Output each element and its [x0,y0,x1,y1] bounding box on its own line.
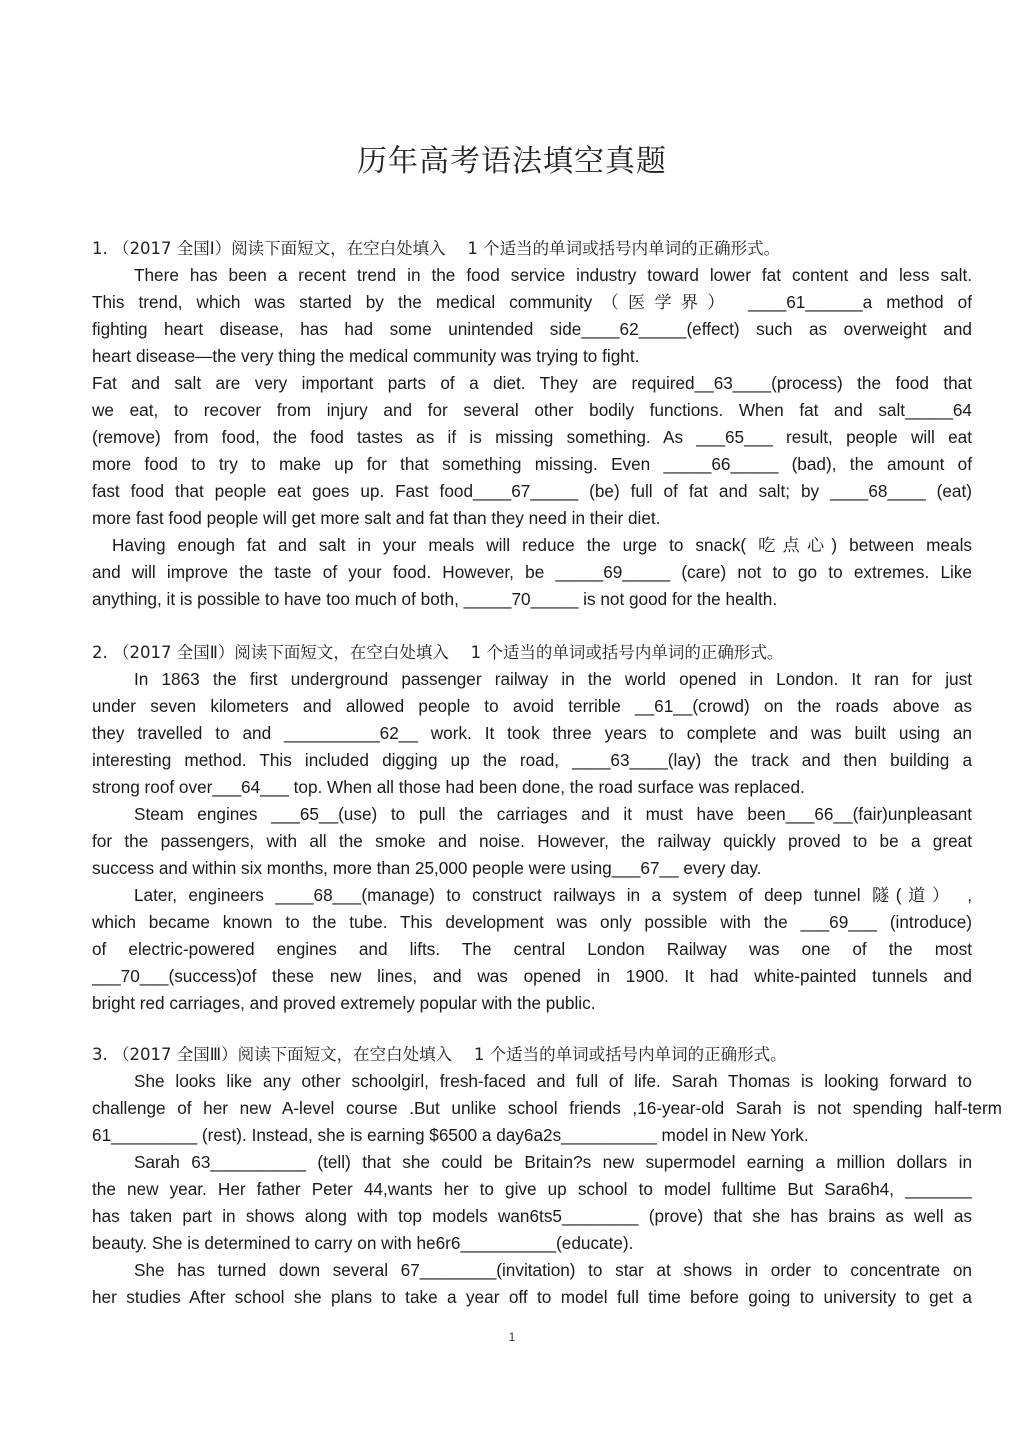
text-line: strong roof over___64___ top. When all those had been done, the road surface was replaced. [92,777,805,797]
text-line: 61_________ (rest). Instead, she is earning $6500 a day6a2s__________ model in New York. [92,1125,809,1145]
text-line: Later, engineers ____68___(manage) to construct railways in a system of deep tunnel 隧(道） , [134,885,972,905]
text-line: She has turned down several 67________(invitation) to star at shows in order to concentrate on [134,1260,972,1280]
text-line: Having enough fat and salt in your meals will reduce the urge to snack( 吃点心) between meals [112,535,972,555]
text-line: under seven kilometers and allowed people to avoid terrible __61__(crowd) on the roads above as [92,696,972,716]
text-line: fighting heart disease, has had some unintended side____62_____(effect) such as overweight and [92,319,972,339]
text-line: success and within six months, more than 25,000 people were using___67__ every day. [92,858,762,878]
text-line: more food to try to make up for that something missing. Even _____66_____ (bad), the amount of [92,454,972,474]
text-line: ___70___(success)of these new lines, and was opened in 1900. It had white-painted tunnels and [92,966,972,986]
section-2 [92,639,972,1017]
text-line: There has been a recent trend in the food service industry toward lower fat content and less salt. [134,265,972,285]
text-line: they travelled to and __________62__ work. It took three years to complete and was built using an [92,723,972,743]
text-line: more fast food people will get more salt and fat than they need in their diet. [92,508,661,528]
section-heading: 2. （2017 全国Ⅱ）阅读下面短文，在空白处填入 1 个适当的单词或括号内单词的正确形式。 [92,643,784,662]
text-line: beauty. She is determined to carry on with he6r6__________(educate). [92,1233,634,1253]
text-line: the new year. Her father Peter 44,wants her to give up school to model fulltime But Sara6h4, _______ [92,1179,972,1199]
text-line: She looks like any other schoolgirl, fresh-faced and full of life. Sarah Thomas is looking forward to [134,1071,972,1091]
text-line: anything, it is possible to have too much of both, _____70_____ is not good for the health. [92,589,778,609]
section-1 [92,235,972,613]
text-line: we eat, to recover from injury and for several other bodily functions. When fat and salt_____64 [92,400,972,420]
text-line: challenge of her new A-level course .But unlike school friends ,16-year-old Sarah is not spending half-term [92,1098,1002,1118]
text-line: has taken part in shows along with top models wan6ts5________ (prove) that she has brains as well as [92,1206,972,1226]
section-heading: 1. （2017 全国Ⅰ）阅读下面短文，在空白处填入 1 个适当的单词或括号内单词的正确形式。 [92,239,781,258]
section-3 [92,1041,1002,1311]
text-line: for the passengers, with all the smoke and noise. However, the railway quickly proved to be a great [92,831,972,851]
text-line: Sarah 63__________ (tell) that she could be Britain?s new supermodel earning a million dollars in [134,1152,972,1172]
text-line: and will improve the taste of your food. However, be _____69_____ (care) not to go to extremes. Like [92,562,972,582]
text-line: her studies After school she plans to take a year off to model full time before going to university to get a [92,1287,972,1307]
page-title: 历年高考语法填空真题 [357,144,667,179]
text-line: of electric-powered engines and lifts. The central London Railway was one of the most [92,939,972,959]
text-line: Fat and salt are very important parts of a diet. They are required__63____(process) the food that [92,373,972,393]
text-line: fast food that people eat goes up. Fast food____67_____ (be) full of fat and salt; by ____68____ (eat) [92,481,972,501]
text-line: (remove) from food, the food tastes as if is missing something. As ___65___ result, people will eat [92,427,972,447]
text-line: This trend, which was started by the medical community（医学界） ____61______a method of [92,292,972,312]
text-line: interesting method. This included digging up the road, ____63____(lay) the track and then building a [92,750,972,770]
text-line: Steam engines ___65__(use) to pull the carriages and it must have been___66__(fair)unpleasant [134,804,972,824]
text-line: which became known to the tube. This development was only possible with the ___69___ (introduce) [92,912,972,932]
page-number: 1 [508,1330,516,1344]
text-line: heart disease—the very thing the medical community was trying to fight. [92,346,640,366]
text-line: In 1863 the first underground passenger railway in the world opened in London. It ran for just [134,669,972,689]
text-line: bright red carriages, and proved extremely popular with the public. [92,993,596,1013]
section-heading: 3. （2017 全国Ⅲ）阅读下面短文，在空白处填入 1 个适当的单词或括号内单词的正确形式。 [92,1045,787,1064]
